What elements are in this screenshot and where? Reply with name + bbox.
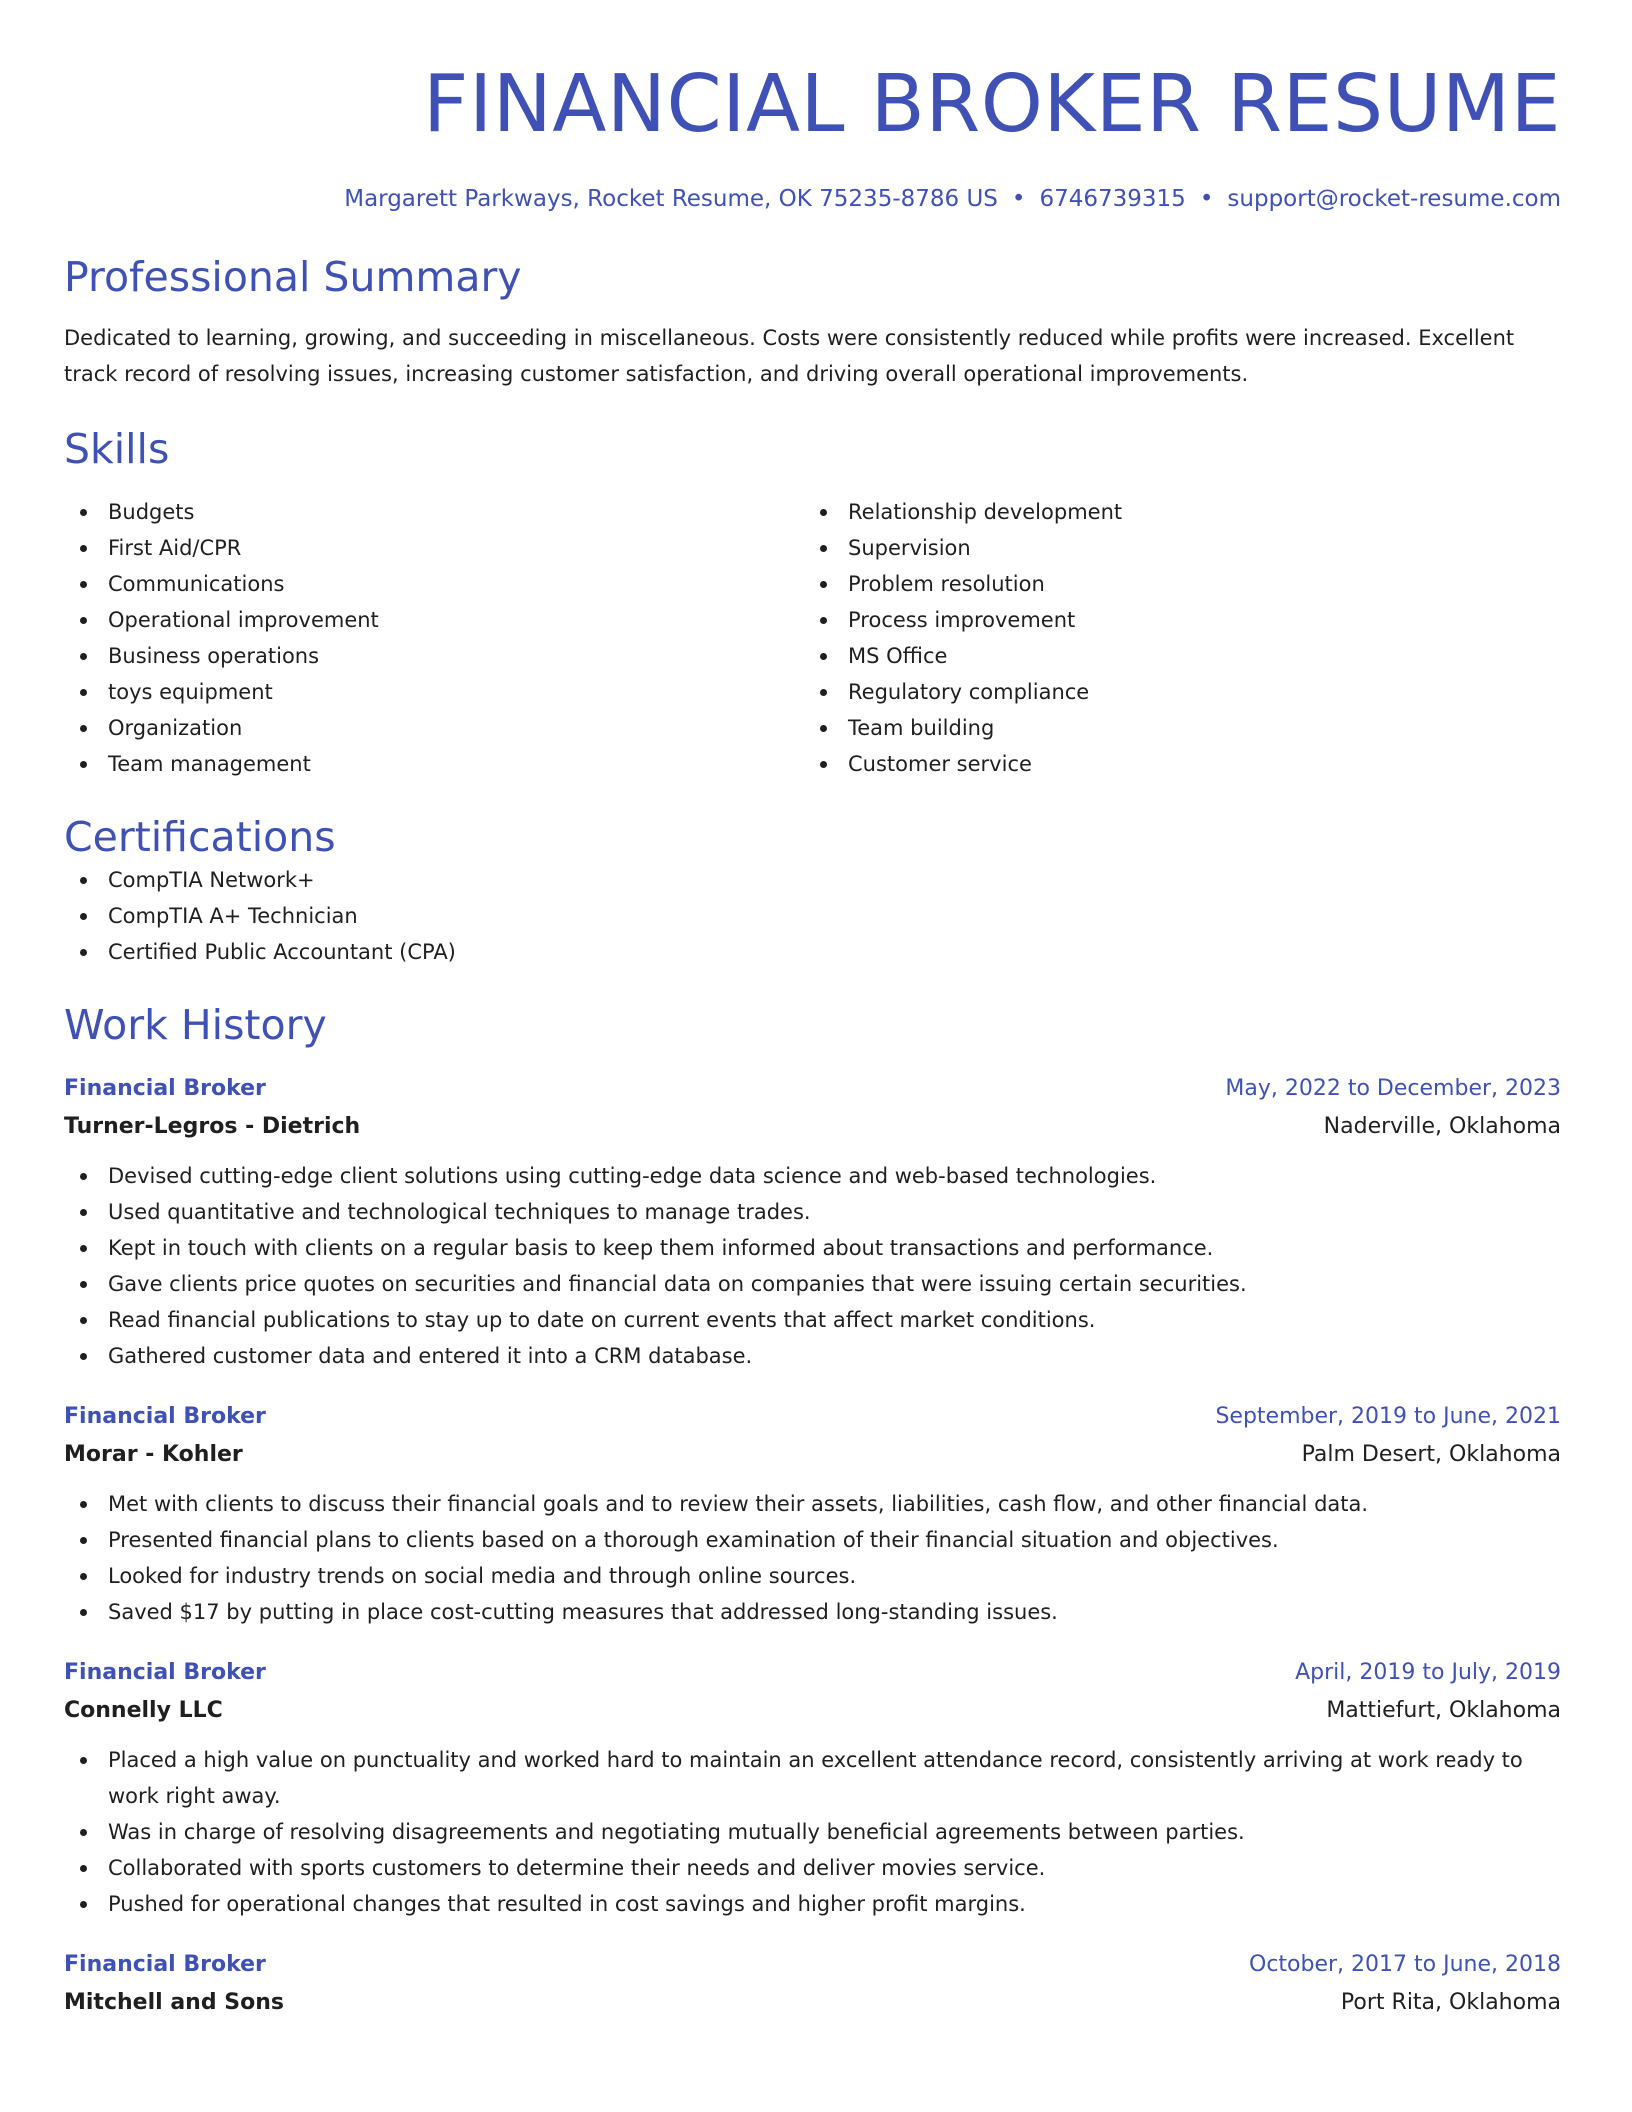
skills-list-right	[804, 494, 1544, 782]
skill-item: Regulatory compliance	[804, 674, 1544, 710]
certifications-heading: Certifications	[64, 813, 336, 861]
skills-columns	[64, 494, 1561, 782]
job-company: Turner-Legros - Dietrich	[64, 1114, 361, 1139]
job-title: Financial Broker	[64, 1660, 266, 1685]
skill-item: Team management	[64, 746, 804, 782]
job-bullet: Pushed for operational changes that resulted in cost savings and higher profit margins.	[64, 1886, 1561, 1922]
job-bullet: Used quantitative and technological techniques to manage trades.	[64, 1194, 1561, 1230]
skill-item: Communications	[64, 566, 804, 602]
job-header-row	[64, 1072, 1561, 1106]
job-header-row	[64, 1400, 1561, 1434]
job-bullet: Gave clients price quotes on securities and financial data on companies that were issuing certain securities.	[64, 1266, 1561, 1302]
job-entry	[64, 1948, 1561, 2024]
skill-item: MS Office	[804, 638, 1544, 674]
skill-item: Business operations	[64, 638, 804, 674]
job-location: Mattiefurt, Oklahoma	[1326, 1698, 1561, 1723]
certification-item: CompTIA Network+	[64, 862, 1561, 898]
skill-item: Team building	[804, 710, 1544, 746]
job-bullets	[64, 1742, 1561, 1922]
job-dates: April, 2019 to July, 2019	[1295, 1660, 1561, 1685]
summary-text: Dedicated to learning, growing, and succeeding in miscellaneous. Costs were consistently reduced while profits were increased. Excellent track record of resolving issues, increasing customer satisfaction, and driving overall operational improvements.	[64, 326, 1515, 386]
certifications-list	[64, 862, 1561, 970]
certification-item: Certified Public Accountant (CPA)	[64, 934, 1561, 970]
job-company-row	[64, 1106, 1561, 1148]
job-bullet: Looked for industry trends on social media and through online sources.	[64, 1558, 1561, 1594]
job-bullet: Was in charge of resolving disagreements and negotiating mutually beneficial agreements between parties.	[64, 1814, 1561, 1850]
job-header-row	[64, 1656, 1561, 1690]
resume-page	[64, 0, 1561, 2024]
work-history-list	[64, 1072, 1561, 2024]
job-bullet: Kept in touch with clients on a regular basis to keep them informed about transactions and performance.	[64, 1230, 1561, 1266]
skill-item: toys equipment	[64, 674, 804, 710]
skill-item: Relationship development	[804, 494, 1544, 530]
contact-email[interactable]: support@rocket-resume.com	[1227, 186, 1561, 212]
job-bullets	[64, 1158, 1561, 1374]
job-title: Financial Broker	[64, 1076, 266, 1101]
skill-item: Process improvement	[804, 602, 1544, 638]
job-location: Port Rita, Oklahoma	[1340, 1990, 1561, 2015]
job-bullet: Presented financial plans to clients based on a thorough examination of their financial situation and objectives.	[64, 1522, 1561, 1558]
job-company: Morar - Kohler	[64, 1442, 243, 1467]
job-bullet: Collaborated with sports customers to determine their needs and deliver movies service.	[64, 1850, 1561, 1886]
resume-title: FINANCIAL BROKER RESUME	[423, 58, 1561, 150]
job-bullet: Gathered customer data and entered it into a CRM database.	[64, 1338, 1561, 1374]
job-company-row	[64, 1434, 1561, 1476]
job-bullet: Met with clients to discuss their financial goals and to review their assets, liabilities, cash flow, and other financial data.	[64, 1486, 1561, 1522]
contact-separator: •	[1011, 186, 1026, 212]
skill-item: First Aid/CPR	[64, 530, 804, 566]
job-company-row	[64, 1982, 1561, 2024]
summary-heading: Professional Summary	[64, 253, 522, 301]
job-entry	[64, 1400, 1561, 1630]
certification-item: CompTIA A+ Technician	[64, 898, 1561, 934]
job-entry	[64, 1656, 1561, 1922]
skill-item: Customer service	[804, 746, 1544, 782]
job-company-row	[64, 1690, 1561, 1732]
job-entry	[64, 1072, 1561, 1374]
job-company: Connelly LLC	[64, 1698, 223, 1723]
contact-phone[interactable]: 6746739315	[1039, 186, 1186, 212]
skill-item: Budgets	[64, 494, 804, 530]
contact-line	[64, 184, 1561, 214]
skill-item: Supervision	[804, 530, 1544, 566]
job-dates: October, 2017 to June, 2018	[1249, 1952, 1561, 1977]
skill-item: Operational improvement	[64, 602, 804, 638]
contact-address: Margarett Parkways, Rocket Resume, OK 75235-8786 US	[344, 186, 998, 212]
job-location: Naderville, Oklahoma	[1323, 1114, 1561, 1139]
work-history-heading: Work History	[64, 1001, 327, 1049]
skill-item: Organization	[64, 710, 804, 746]
job-bullets	[64, 1486, 1561, 1630]
job-title: Financial Broker	[64, 1404, 266, 1429]
skills-list-left	[64, 494, 804, 782]
job-bullet: Read financial publications to stay up to date on current events that affect market conditions.	[64, 1302, 1561, 1338]
job-title: Financial Broker	[64, 1952, 266, 1977]
job-company: Mitchell and Sons	[64, 1990, 284, 2015]
job-location: Palm Desert, Oklahoma	[1301, 1442, 1561, 1467]
contact-separator: •	[1199, 186, 1214, 212]
job-header-row	[64, 1948, 1561, 1982]
job-bullet: Saved $17 by putting in place cost-cutting measures that addressed long-standing issues.	[64, 1594, 1561, 1630]
job-bullet: Devised cutting-edge client solutions using cutting-edge data science and web-based technologies.	[64, 1158, 1561, 1194]
skills-heading: Skills	[64, 425, 170, 473]
job-dates: May, 2022 to December, 2023	[1225, 1076, 1561, 1101]
skill-item: Problem resolution	[804, 566, 1544, 602]
job-bullet: Placed a high value on punctuality and worked hard to maintain an excellent attendance record, consistently arriving at work ready to work right away.	[64, 1742, 1561, 1814]
job-dates: September, 2019 to June, 2021	[1215, 1404, 1561, 1429]
